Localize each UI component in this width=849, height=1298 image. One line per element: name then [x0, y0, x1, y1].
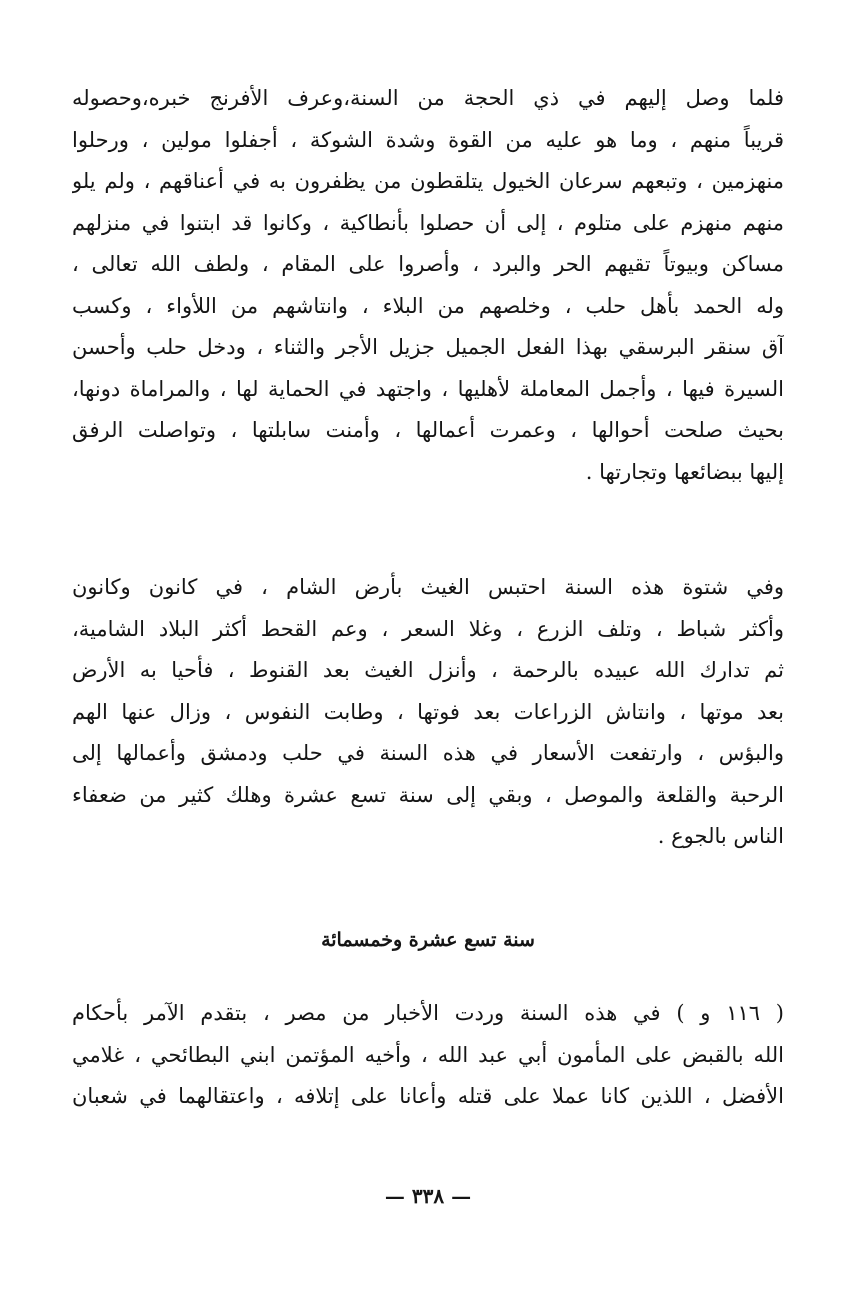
section-heading: سنة تسع عشرة وخمسمائة: [321, 929, 535, 951]
text-line: والبؤس ، وارتفعت الأسعار في هذه السنة في حلب ودمشق وأعمالها إلى: [72, 741, 784, 765]
text-line: آق سنقر البرسقي بهذا الفعل الجميل جزيل الأجر والثناء ، ودخل حلب وأحسن: [72, 335, 784, 359]
paragraph-3: [72, 993, 784, 1118]
text-line: ثم تدارك الله عبيده بالرحمة ، وأنزل الغيث بعد القنوط ، فأحيا به الأرض: [72, 658, 784, 682]
text-line: مساكن وبيوتاً تقيهم الحر والبرد ، وأصروا على المقام ، ولطف الله تعالى ،: [72, 252, 784, 276]
text-line: الأفضل ، اللذين كانا عملا على قتله وأعانا على إتلافه ، واعتقالهما في شعبان: [72, 1084, 784, 1108]
text-line: وأكثر شباط ، وتلف الزرع ، وغلا السعر ، وعم القحط أكثر البلاد الشامية،: [72, 616, 784, 641]
text-line: وفي شتوة هذه السنة احتبس الغيث بأرض الشام ، في كانون وكانون: [72, 575, 784, 599]
paragraph-2: [72, 567, 784, 858]
text-line: بعد موتها ، وانتاش الزراعات بعد فوتها ، وطابت النفوس ، وزال عنها الهم: [72, 699, 784, 724]
text-line: ( ١١٦ و ) في هذه السنة وردت الأخبار من مصر ، بتقدم الآمر بأحكام: [72, 1001, 784, 1025]
text-line: إليها ببضائعها وتجارتها .: [585, 459, 784, 484]
text-line: قريباً منهم ، وما هو عليه من القوة وشدة الشوكة ، أجفلوا مولين ، ورحلوا: [72, 127, 784, 152]
text-line: الله بالقبض على المأمون أبي عبد الله ، وأخيه المؤتمن ابني البطائحي ، غلامي: [72, 1042, 784, 1067]
text-line: الرحبة والقلعة والموصل ، وبقي إلى سنة تسع عشرة وهلك كثير من ضعفاء: [72, 782, 784, 807]
text-line: وله الحمد بأهل حلب ، وخلصهم من البلاء ، وانتاشهم من اللأواء ، وكسب: [72, 293, 784, 318]
book-page: [72, 72, 784, 1212]
text-line: منهم منهزم على متلوم ، إلى أن حصلوا بأنطاكية ، وكانوا قد ابتنوا في منزلهم: [72, 210, 784, 235]
paragraph-1: [72, 78, 784, 493]
text-line: منهزمين ، وتبعهم سرعان الخيول يتلقطون من يظفرون به في أعناقهم ، ولم يلو: [72, 169, 784, 193]
page-number: — ٣٣٨ —: [384, 1184, 472, 1208]
text-line: الناس بالجوع .: [657, 824, 784, 848]
text-line: بحيث صلحت أحوالها ، وعمرت أعمالها ، وأمنت سابلتها ، وتواصلت الرفق: [72, 418, 784, 442]
text-line: فلما وصل إليهم في ذي الحجة من السنة،وعرف الأفرنج خبره،وحصوله: [72, 86, 784, 110]
text-line: السيرة فيها ، وأجمل المعاملة لأهليها ، واجتهد في الحماية لها ، والمراماة دونها،: [72, 376, 784, 401]
